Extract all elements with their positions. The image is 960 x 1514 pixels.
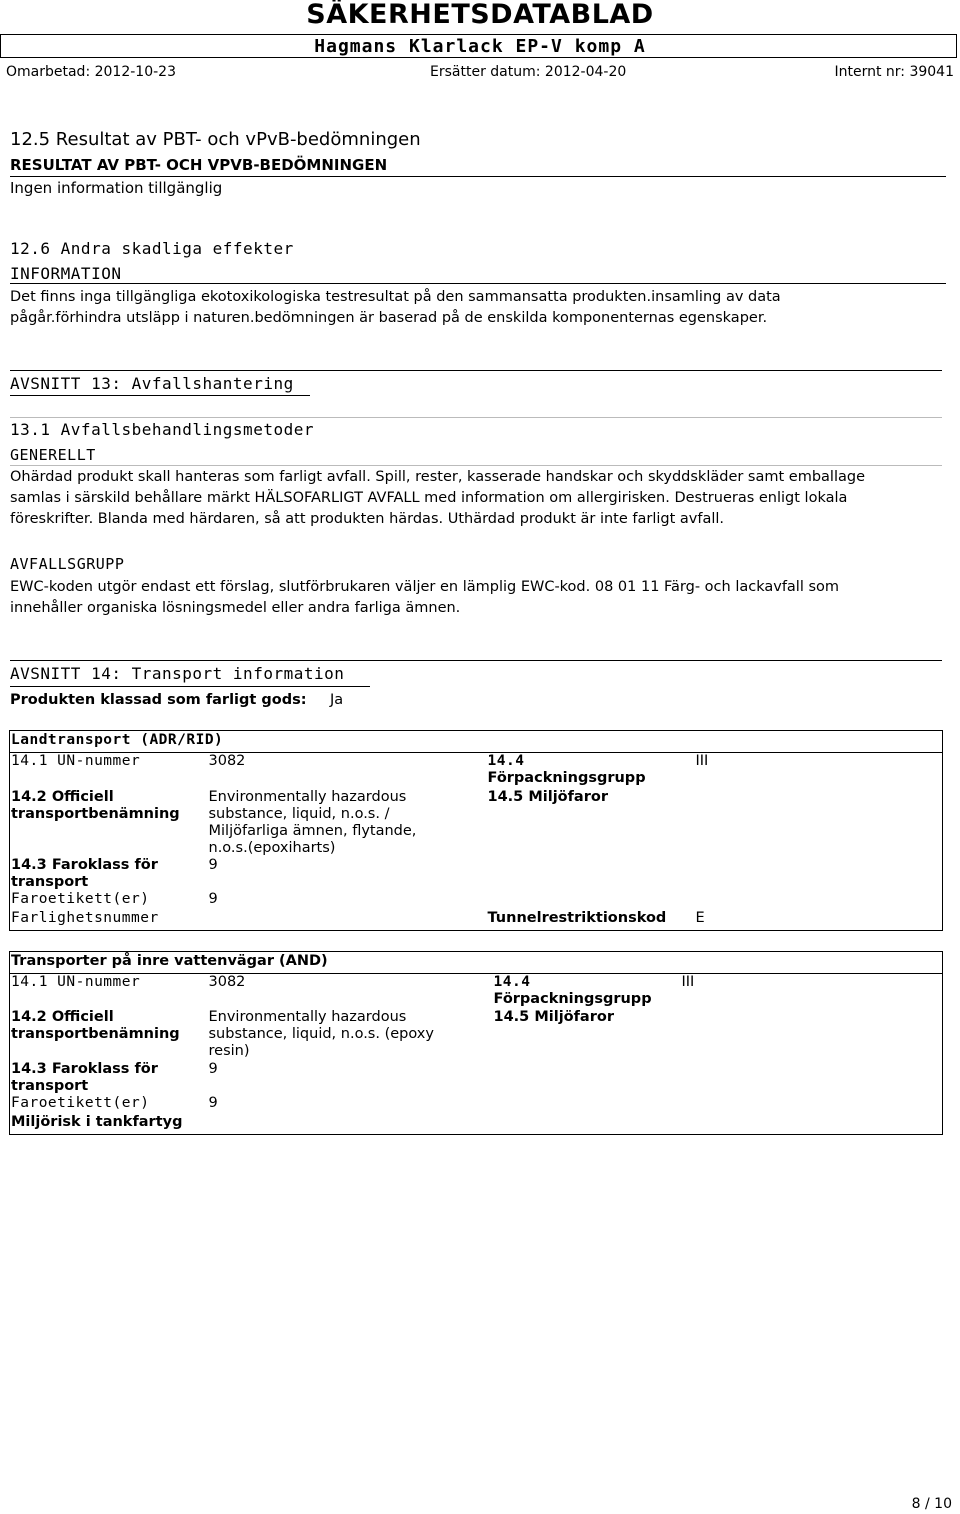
hazard-class-value: 9 xyxy=(208,856,218,873)
table-row xyxy=(10,1114,943,1134)
section-13-title-underline xyxy=(10,395,310,396)
packing-group-value: III xyxy=(695,753,709,770)
table-row xyxy=(10,857,943,891)
table-row xyxy=(10,891,943,910)
tunnel-code-label: Tunnelrestriktionskod xyxy=(487,909,667,926)
land-transport-caption: Landtransport (ADR/RID) xyxy=(10,731,943,753)
un-number-label: 14.1 UN-nummer xyxy=(11,753,141,770)
revised-date: Omarbetad: 2012-10-23 xyxy=(6,64,176,80)
packing-group-value: III xyxy=(681,973,695,990)
table-row xyxy=(10,910,943,931)
general-line-1: Ohärdad produkt skall hanteras som farligt avfall. Spill, rester, kasserade handskar och skyddskläder samt emballage xyxy=(10,469,865,485)
hazard-labels-value: 9 xyxy=(208,1095,218,1112)
section-13-1-heading: 13.1 Avfallsbehandlingsmetoder xyxy=(10,420,314,439)
land-transport-table xyxy=(9,730,943,931)
hazard-class-value: 9 xyxy=(208,1061,218,1078)
packing-group-label: 14.4 Förpackningsgrupp xyxy=(493,973,652,1007)
divider xyxy=(10,417,942,418)
shipping-name-label: 14.2 Officiell transportbenämning xyxy=(11,1009,180,1043)
section-14-title-underline xyxy=(10,686,370,687)
shipping-name-value: Environmentally hazardous substance, liquid, n.o.s. (epoxy resin) xyxy=(208,1009,434,1060)
section-12-5-text: Ingen information tillgänglig xyxy=(10,179,223,197)
general-label: GENERELLT xyxy=(10,446,96,464)
table-row xyxy=(10,753,943,789)
waste-group-line-1: EWC-koden utgör endast ett förslag, slutförbrukaren väljer en lämplig EWC-kod. 08 01 11 Färg- och lackavfall som xyxy=(10,579,840,595)
section-13-title: AVSNITT 13: Avfallshantering xyxy=(10,374,294,393)
table-row xyxy=(10,973,943,1009)
section-12-6-line-2: pågår.förhindra utsläpp i naturen.bedömningen är baserad på de enskilda komponenternas egenskaper. xyxy=(10,310,768,326)
waste-group-text xyxy=(10,577,940,619)
section-14-title: AVSNITT 14: Transport information xyxy=(10,664,345,683)
table-row xyxy=(10,1061,943,1095)
waste-group-label: AVFALLSGRUPP xyxy=(10,555,125,573)
section-13-rule xyxy=(10,370,942,371)
tunnel-code-value: E xyxy=(695,909,705,926)
divider xyxy=(10,465,942,466)
section-12-5-heading: 12.5 Resultat av PBT- och vPvB-bedömningen xyxy=(10,129,421,150)
hazard-class-label: 14.3 Faroklass för transport xyxy=(11,856,158,890)
inland-waterways-table xyxy=(9,951,943,1135)
inland-waterways-caption: Transporter på inre vattenvägar (AND) xyxy=(10,952,943,974)
section-14-rule xyxy=(10,660,942,661)
replaces-date: Ersätter datum: 2012-04-20 xyxy=(430,64,627,80)
shipping-name-value: Environmentally hazardous substance, liquid, n.o.s. / Miljöfarliga ämnen, flytande, n.o.s.(epoxiharts) xyxy=(208,788,417,856)
general-text xyxy=(10,467,940,530)
hazard-class-label: 14.3 Faroklass för transport xyxy=(11,1061,158,1095)
table-row xyxy=(10,1009,943,1061)
table-row xyxy=(10,789,943,857)
packing-group-label: 14.4 Förpackningsgrupp xyxy=(487,753,646,787)
hazard-labels-label: Faroetikett(er) xyxy=(11,1095,150,1112)
un-number-value: 3082 xyxy=(208,753,246,770)
dangerous-goods-value: Ja xyxy=(330,692,344,708)
shipping-name-label: 14.2 Officiell transportbenämning xyxy=(11,788,180,822)
un-number-label: 14.1 UN-nummer xyxy=(11,973,141,990)
table-row xyxy=(10,1095,943,1114)
hazard-labels-value: 9 xyxy=(208,890,218,907)
tanker-env-risk-label: Miljörisk i tankfartyg xyxy=(11,1114,183,1131)
general-line-2: samlas i särskild behållare märkt HÄLSOFARLIGT AVFALL med information om allergirisken. Destrueras enligt lokala xyxy=(10,490,848,506)
section-12-6-subheading: INFORMATION xyxy=(10,264,122,283)
environmental-hazards-label: 14.5 Miljöfaror xyxy=(487,788,608,805)
hazard-number-label: Farlighetsnummer xyxy=(11,909,159,926)
internal-number: Internt nr: 39041 xyxy=(834,64,954,80)
environmental-hazards-label: 14.5 Miljöfaror xyxy=(493,1009,614,1026)
hazard-labels-label: Faroetikett(er) xyxy=(11,890,150,907)
section-12-6-heading: 12.6 Andra skadliga effekter xyxy=(10,239,294,258)
divider xyxy=(10,283,946,284)
dangerous-goods-label: Produkten klassad som farligt gods: xyxy=(10,692,307,708)
document-title: SÄKERHETSDATABLAD xyxy=(306,0,654,30)
product-name: Hagmans Klarlack EP-V komp A xyxy=(314,36,646,57)
waste-group-line-2: innehåller organiska lösningsmedel eller andra farliga ämnen. xyxy=(10,600,461,616)
page-number: 8 / 10 xyxy=(911,1496,952,1512)
un-number-value: 3082 xyxy=(208,973,246,990)
general-line-3: föreskrifter. Blanda med härdaren, så att produkten härdas. Uthärdad produkt är inte farligt avfall. xyxy=(10,511,725,527)
section-12-5-subheading: RESULTAT AV PBT- OCH VPVB-BEDÖMNINGEN xyxy=(10,156,388,174)
section-12-6-line-1: Det finns inga tillgängliga ekotoxikologiska testresultat på den sammansatta produkten.insamling av data xyxy=(10,289,781,305)
